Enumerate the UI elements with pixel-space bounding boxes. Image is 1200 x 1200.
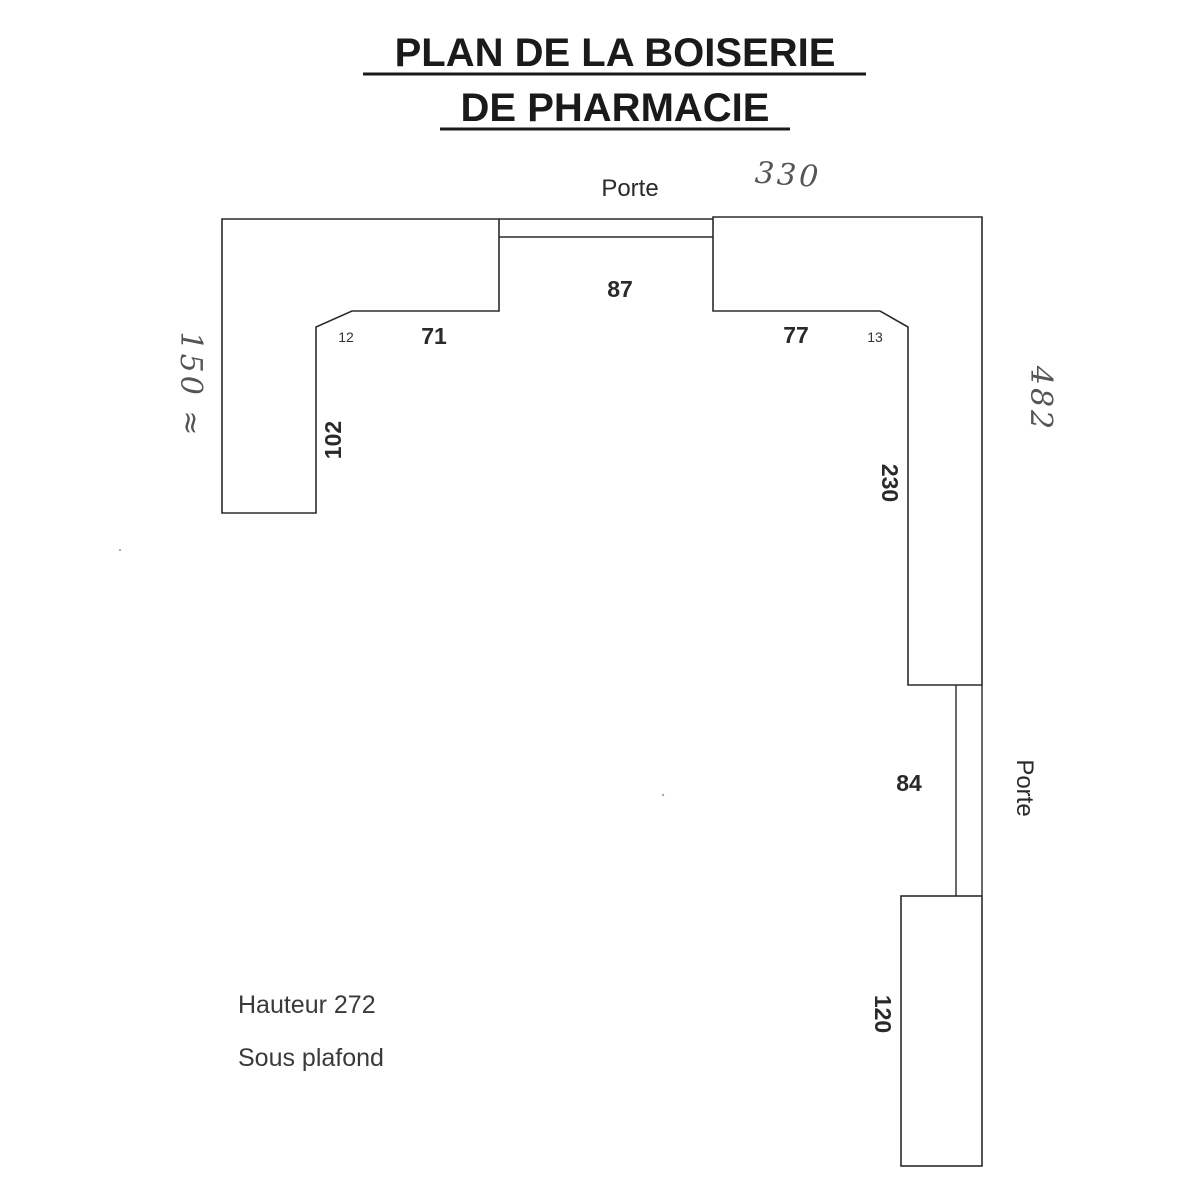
handwritten-right-total: 482 xyxy=(1023,365,1058,433)
right-wing-upper-cabinet xyxy=(713,217,982,685)
title-line-2: DE PHARMACIE xyxy=(460,86,770,130)
title-line-1: PLAN DE LA BOISERIE xyxy=(394,31,836,75)
dim-right-upper-wall: 230 xyxy=(877,463,903,503)
dim-top-left-corner: 12 xyxy=(338,329,354,345)
dim-right-lower-wall: 120 xyxy=(870,994,896,1034)
dim-top-right-corner: 13 xyxy=(867,329,883,345)
right-door-opening xyxy=(956,685,982,896)
top-door-opening xyxy=(499,219,713,237)
left-wing-cabinet xyxy=(222,219,499,513)
scan-speck xyxy=(662,794,664,796)
handwritten-top-total: 330 xyxy=(753,155,823,196)
dim-top-right-return: 77 xyxy=(783,322,809,348)
dim-right-door-width: 84 xyxy=(896,770,922,796)
dim-top-left-return: 71 xyxy=(421,323,447,349)
dim-top-door-width: 87 xyxy=(607,276,633,302)
right-wing-lower-cabinet xyxy=(901,896,982,1166)
handwritten-left-total: 150 ≈ xyxy=(173,331,208,439)
top-door-label: Porte xyxy=(601,175,659,202)
right-door-label: Porte xyxy=(1011,759,1038,817)
note-ceiling: Sous plafond xyxy=(238,1044,384,1072)
note-height: Hauteur 272 xyxy=(238,991,376,1019)
dim-left-wing: 102 xyxy=(320,420,346,460)
scan-speck xyxy=(119,549,121,551)
